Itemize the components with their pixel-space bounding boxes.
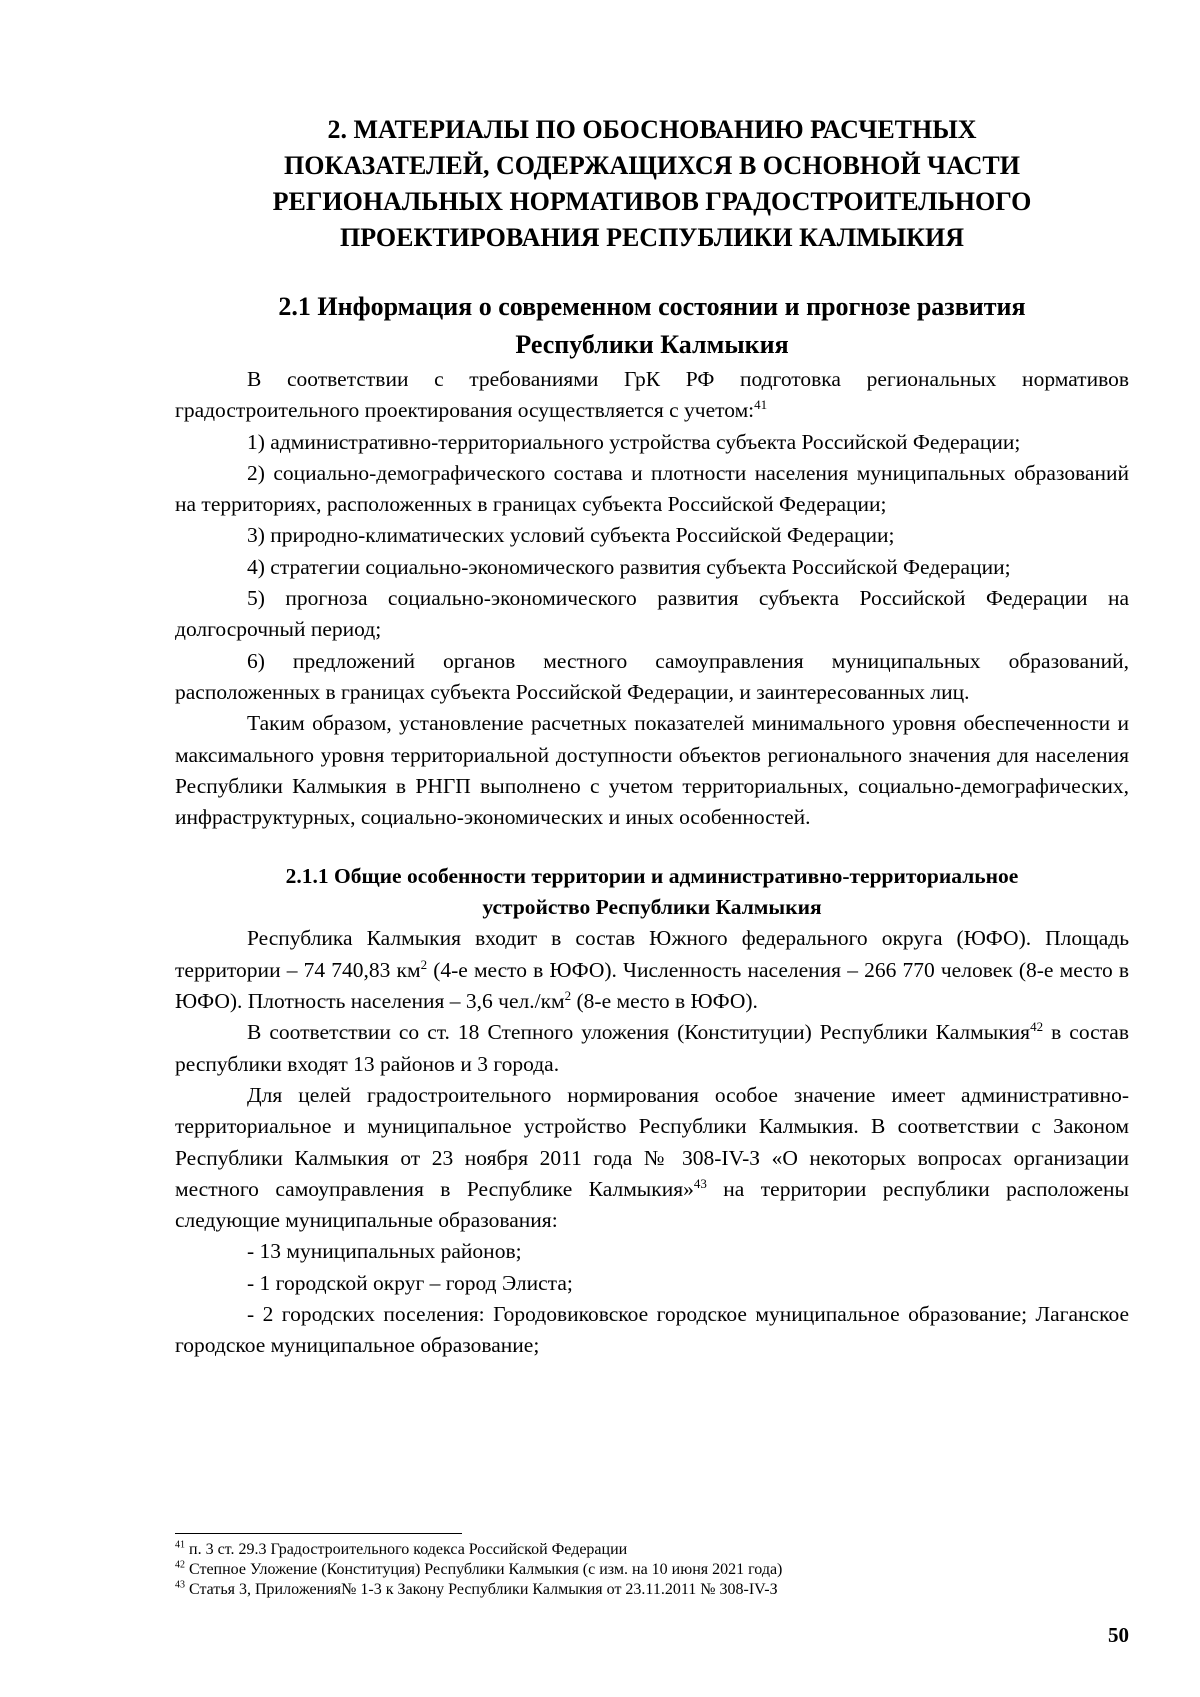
list-item: 1) административно-территориального устройства субъекта Российской Федерации; <box>247 429 1021 454</box>
main-heading-line: ПОКАЗАТЕЛЕЙ, СОДЕРЖАЩИХСЯ В ОСНОВНОЙ ЧАСТИ <box>284 151 1020 180</box>
list-item: 2) социально-демографического состава и плотности населения муниципальных образований на территориях, расположенных в границах субъекта Российской Федерации; <box>175 460 1129 517</box>
municipal-list-item: - 2 городских поселения: Городовиковское городское муниципальное образование; Лаганское городское муниципальное образование; <box>175 1302 1129 1358</box>
municipal-list-item: - 1 городской округ – город Элиста; <box>247 1270 573 1295</box>
municipal-paragraph: Для целей градостроительного нормирования особое значение имеет административно-территориальное и муниципальное устройство Республики Калмыкия. В соответствии с Законом Республики Калмыкия от 23 ноября 2011 года № 308-IV-З «О некоторых вопросах организации местного самоуправления в Республике Калмыкия»$^{43}$ на территории республики расположены следующие муниципальные образования: <box>175 1082 1129 1233</box>
main-heading <box>175 112 1129 256</box>
municipal-list-item: - 13 муниципальных районов; <box>247 1239 522 1264</box>
intro-paragraph: В соответствии с требованиями ГрК РФ подготовка региональных нормативов градостроительного проектирования осуществляется с учетом:$^{41}$ <box>175 367 1129 423</box>
footnote-separator <box>175 1533 462 1534</box>
footnotes <box>175 1540 1129 1600</box>
constitution-paragraph: В соответствии со ст. 18 Степного уложения (Конституции) Республики Калмыкия$^{42}$ в состав республики входят 13 районов и 3 города. <box>175 1019 1129 1076</box>
conclusion-paragraph: Таким образом, установление расчетных показателей минимального уровня обеспеченности и максимального уровня территориальной доступности объектов регионального значения для населения Республики Калмыкия в РНГП выполнено с учетом территориальных, социально-демографических, инфраструктурных, социально-экономических и иных особенностей. <box>175 711 1129 830</box>
section-2-1-heading <box>175 288 1129 364</box>
page-content <box>175 112 1129 1362</box>
footnote-ref: 41 <box>754 397 768 413</box>
footnote: $^{41}$ п. 3 ст. 29.3 Градостроительного кодекса Российской Федерации <box>175 1539 628 1558</box>
main-heading-line: ПРОЕКТИРОВАНИЯ РЕСПУБЛИКИ КАЛМЫКИЯ <box>339 223 965 252</box>
list-item: 5) прогноза социально-экономического развития субъекта Российской Федерации на долгосрочный период; <box>175 586 1129 642</box>
section-heading-line: Республики Калмыкия <box>515 330 789 359</box>
subsection-heading-line: 2.1.1 Общие особенности территории и административно-территориальное <box>285 864 1019 889</box>
page-number: 50 <box>1108 1623 1129 1647</box>
section-2-1-1-heading <box>175 861 1129 923</box>
main-heading-line: РЕГИОНАЛЬНЫХ НОРМАТИВОВ ГРАДОСТРОИТЕЛЬНОГО <box>272 187 1032 216</box>
subsection-heading-line: устройство Республики Калмыкия <box>482 895 822 920</box>
region-overview-paragraph: Республика Калмыкия входит в состав Южного федерального округа (ЮФО). Площадь территории – 74 740,83 $км^2$ (4-е место в ЮФО). Численность населения – 266 770 человек (8-е место в ЮФО). Плотность населения – 3,6 $чел./км^2$ (8-е место в ЮФО). <box>175 926 1129 1014</box>
footnote-ref: 43 <box>693 1175 707 1191</box>
superscript: 2 <box>420 956 428 972</box>
list-item: 3) природно-климатических условий субъекта Российской Федерации; <box>247 523 895 548</box>
section-heading-line: 2.1 Информация о современном состоянии и прогнозе развития <box>278 292 1026 321</box>
footnote: $^{42}$ Степное Уложение (Конституция) Республики Калмыкия (с изм. на 10 июня 2021 года) <box>175 1559 783 1578</box>
footnote: $^{43}$ Статья 3, Приложения№ 1-3 к Закону Республики Калмыкия от 23.11.2011 № 308-IV-З <box>175 1579 778 1598</box>
list-item: 6) предложений органов местного самоуправления муниципальных образований, расположенных в границах субъекта Российской Федерации, и заинтересованных лиц. <box>175 648 1129 704</box>
list-item: 4) стратегии социально-экономического развития субъекта Российской Федерации; <box>247 554 1011 579</box>
superscript: 2 <box>564 987 572 1003</box>
footnote-ref: 42 <box>1030 1019 1044 1035</box>
main-heading-line: 2. МАТЕРИАЛЫ ПО ОБОСНОВАНИЮ РАСЧЕТНЫХ <box>327 115 977 144</box>
